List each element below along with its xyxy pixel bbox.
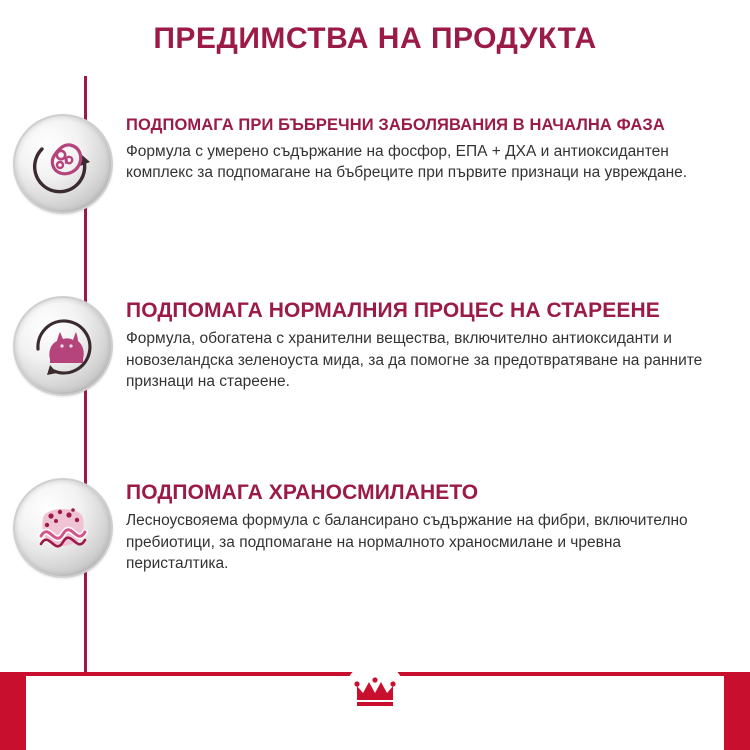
benefit-title: ПОДПОМАГА ПРИ БЪБРЕЧНИ ЗАБОЛЯВАНИЯ В НАЧАЛНА ФАЗА bbox=[126, 116, 665, 134]
page-title: ПРЕДИМСТВА НА ПРОДУКТА bbox=[153, 22, 597, 55]
benefit-body: Лесноусвояема формула с балансирано съдържание на фибри, включително пребиотици, за подпомагане на нормалното храносмилане и чревна перисталтика. bbox=[126, 512, 688, 572]
footer-accent-right bbox=[724, 676, 750, 750]
benefits-list bbox=[0, 108, 750, 654]
benefit-item bbox=[0, 472, 750, 592]
benefit-item bbox=[0, 108, 750, 228]
benefit-text bbox=[126, 472, 750, 574]
benefit-title: ПОДПОМАГА НОРМАЛНИЯ ПРОЦЕС НА СТАРЕЕНЕ bbox=[126, 299, 660, 322]
benefit-item bbox=[0, 290, 750, 410]
benefit-text bbox=[126, 290, 750, 392]
benefit-icon-wrap bbox=[0, 290, 126, 396]
benefit-body: Формула, обогатена с хранителни вещества, включително антиоксиданти и новозеландска зеленоуста мида, за да помогне за предотвратяване на ранните признаци на стареене. bbox=[126, 330, 703, 390]
benefit-icon-wrap bbox=[0, 108, 126, 214]
digestion-icon bbox=[13, 478, 113, 578]
benefit-text bbox=[126, 108, 750, 184]
footer-accent-left bbox=[0, 676, 26, 750]
kidney-icon bbox=[13, 114, 113, 214]
footer bbox=[0, 672, 750, 750]
benefit-title: ПОДПОМАГА ХРАНОСМИЛАНЕТО bbox=[126, 481, 479, 504]
benefit-icon-wrap bbox=[0, 472, 126, 578]
royal-canin-crown-logo bbox=[339, 656, 411, 728]
cat-aging-icon bbox=[13, 296, 113, 396]
benefit-body: Формула с умерено съдържание на фосфор, ЕПА + ДХА и антиоксидантен комплекс за подпомагане на бъбреците при първите признаци на увреждане. bbox=[126, 142, 688, 182]
